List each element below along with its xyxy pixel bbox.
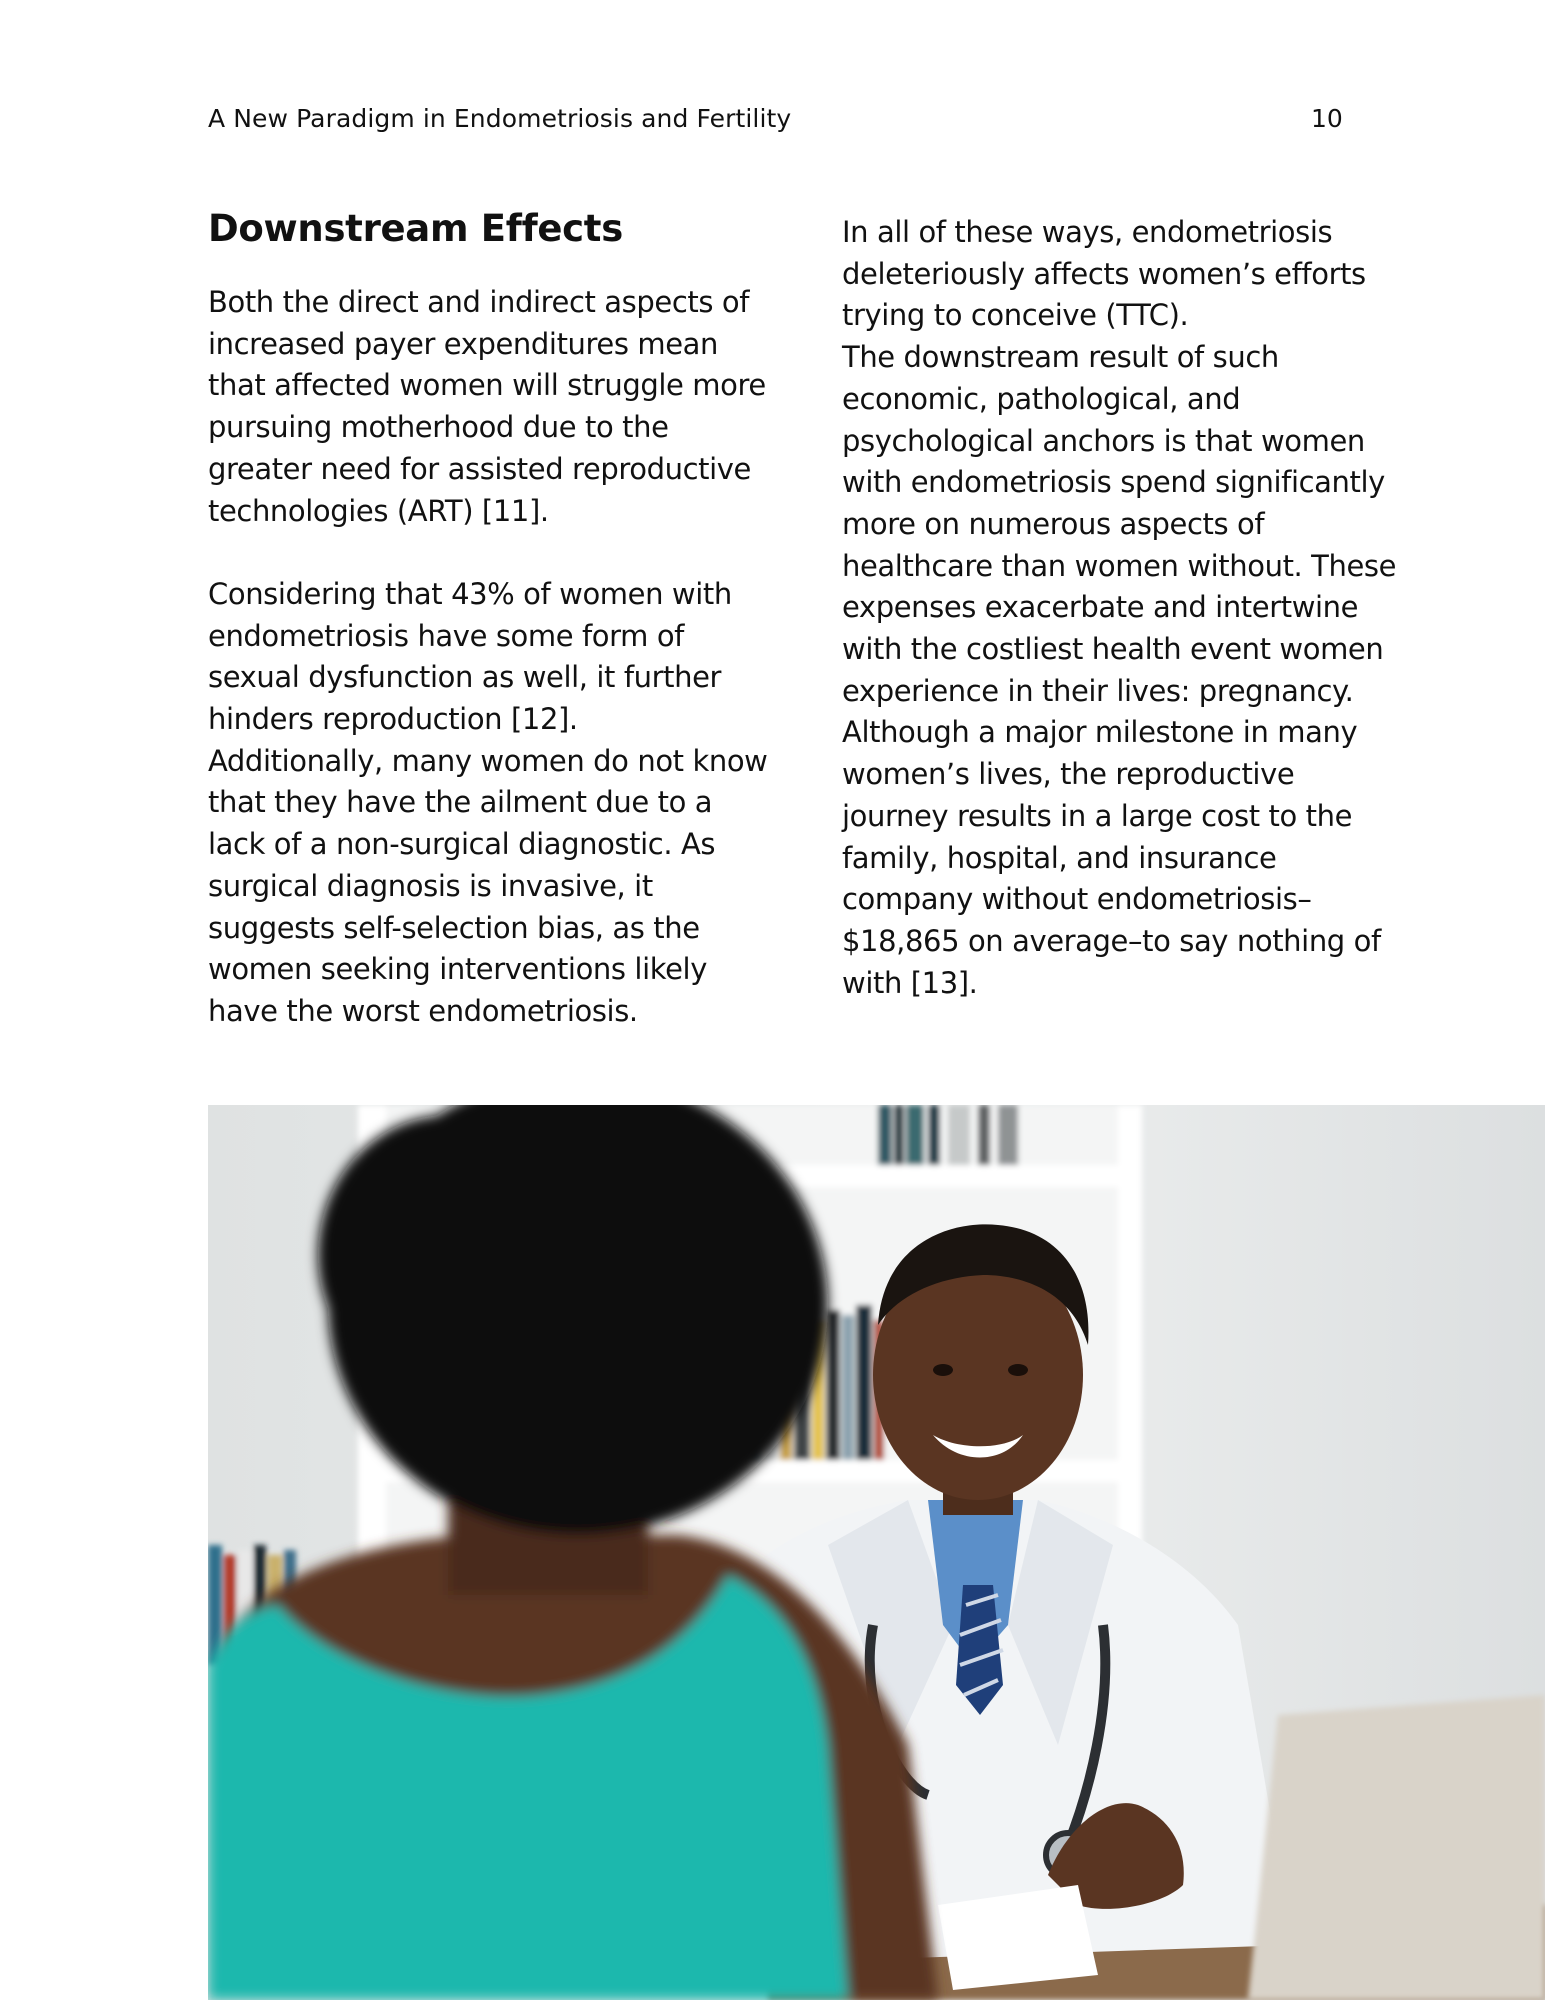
paragraph-art-costs: Both the direct and indirect aspects of increased payer expenditures mean that affected women will struggle more pursuing motherhood due to the greater need for assisted reproductive technologies (ART) [11]. — [208, 285, 766, 528]
right-column — [842, 212, 1402, 1004]
paragraph-sexual-dysfunction: Considering that 43% of women with endometriosis have some form of sexual dysfunction as well, it further hinders reproduction [12]. — [208, 576, 732, 737]
paragraph-diagnosis-bias: Additionally, many women do not know that they have the ailment due to a lack of a non-surgical diagnostic. As surgical diagnosis is invasive, it suggests self-selection bias, as the women seeking interventions likely have the worst endometriosis. — [208, 743, 768, 1028]
paragraph-pregnancy-cost: The downstream result of such economic, pathological, and psychological anchors is that women with endometriosis spend significantly more on numerous aspects of healthcare than women without. These expenses exacerbate and intertwine with the costliest health event women experience in their lives: pregnancy. Although a major milestone in many women’s lives, the reproductive journey results in a large cost to the family, hospital, and insurance company without endometriosis–$18,865 on average–to say nothing of with [13]. — [842, 340, 1397, 1000]
paragraph-ttc: In all of these ways, endometriosis deleteriously affects women’s efforts trying to conceive (TTC). — [842, 215, 1366, 333]
laptop — [1248, 1695, 1545, 2000]
running-header: A New Paradigm in Endometriosis and Fertility — [208, 104, 792, 133]
section-heading: Downstream Effects — [208, 207, 623, 250]
consultation-photo — [208, 1105, 1545, 2000]
left-column — [208, 206, 768, 1033]
page-number: 10 — [1311, 104, 1343, 133]
